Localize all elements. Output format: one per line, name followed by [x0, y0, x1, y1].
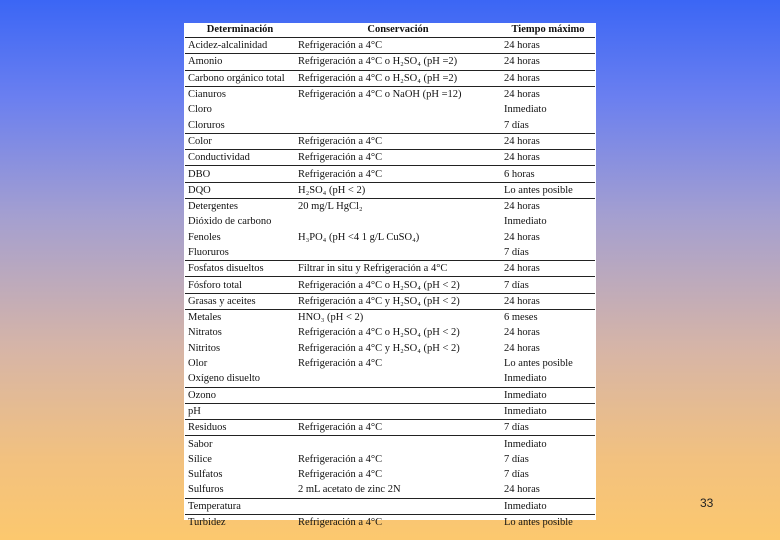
tiempo-cell: 7 días [504, 469, 529, 481]
conservacion-cell [295, 245, 501, 261]
conservacion-cell: 20 mg/L HgCl₂ [298, 201, 363, 213]
table-row [185, 166, 595, 182]
conservacion-cell: Refrigeración a 4°C o H₂SO₄ (pH < 2) [295, 277, 501, 293]
determinacion-cell: Cloruros [185, 117, 295, 133]
table-body [185, 38, 595, 531]
conservacion-cell [295, 102, 501, 117]
determinacion-cell: Fluoruros [185, 245, 295, 261]
tiempo-cell: 6 horas [501, 166, 595, 182]
table-row [185, 371, 595, 387]
determinacion-cell: Fósforo total [185, 277, 295, 293]
header-conservacion: Conservación [295, 23, 501, 38]
conservacion-cell: Refrigeración a 4°C [295, 420, 501, 436]
conservacion-cell [295, 387, 501, 403]
determinacion-cell: Temperatura [185, 498, 295, 514]
table-row [185, 150, 595, 166]
determinacion-cell: Conductividad [185, 150, 295, 166]
table-header-row [185, 23, 595, 38]
header-determinacion: Determinación [185, 23, 295, 38]
determinacion-cell: pH [185, 403, 295, 419]
tiempo-cell: 24 horas [504, 342, 540, 354]
determinacion-cell: Fenoles [188, 231, 221, 243]
conservacion-cell: HNO₃ (pH < 2) [298, 312, 364, 324]
determinacion-cell: DQO [185, 182, 295, 198]
table-row [185, 277, 595, 293]
table-row [185, 467, 595, 482]
tiempo-cell: 7 días [501, 245, 595, 261]
table-row [185, 482, 595, 498]
determinacion-cell: Amonio [185, 54, 295, 70]
tiempo-cell: 7 días [501, 277, 595, 293]
tiempo-cell: 6 meses [504, 312, 538, 324]
determinacion-cell: Oxígeno disuelto [185, 371, 295, 387]
preservation-table [185, 23, 595, 530]
preservation-table-sheet [184, 23, 596, 529]
table-row [185, 214, 595, 229]
determinacion-cell: Turbidez [188, 517, 226, 529]
determinacion-cell: Acidez-alcalinidad [185, 38, 295, 54]
tiempo-cell: 24 horas [501, 38, 595, 54]
tiempo-cell: Lo antes posible [501, 182, 595, 198]
tiempo-cell: Inmediato [501, 371, 595, 387]
tiempo-cell: Inmediato [504, 216, 547, 228]
determinacion-cell: Nitratos [188, 327, 222, 339]
conservacion-cell [295, 214, 501, 229]
tiempo-cell: Lo antes posible [504, 358, 573, 370]
tiempo-cell: 7 días [501, 117, 595, 133]
tiempo-cell: 7 días [501, 420, 595, 436]
conservacion-cell: Refrigeración a 4°C [295, 150, 501, 166]
table-row [185, 86, 595, 102]
tiempo-cell: 7 días [504, 453, 529, 465]
tiempo-cell: 24 horas [501, 261, 595, 277]
table-row [185, 54, 595, 70]
determinacion-cell: Nitritos [188, 342, 221, 354]
table-row [185, 436, 595, 452]
conservacion-cell: H₃PO₄ (pH <4 1 g/L CuSO₄) [298, 231, 420, 243]
table-row [185, 387, 595, 403]
table-row [185, 341, 595, 356]
conservacion-cell [295, 436, 501, 452]
determinacion-cell: Carbono orgánico total [185, 70, 295, 86]
determinacion-cell: Dióxido de carbono [188, 216, 272, 228]
conservacion-cell: Refrigeración a 4°C [298, 517, 383, 529]
table-row [185, 38, 595, 54]
conservacion-cell: Refrigeración a 4°C [298, 453, 383, 465]
conservacion-cell: Refrigeración a 4°C [295, 38, 501, 54]
tiempo-cell: 24 horas [501, 54, 595, 70]
determinacion-cell: Sabor [188, 438, 213, 450]
determinacion-cell: Ozono [185, 387, 295, 403]
table-row [185, 403, 595, 419]
conservacion-cell: Refrigeración a 4°C o H₂SO₄ (pH =2) [295, 70, 501, 86]
determinacion-cell: Fosfatos disueltos [185, 261, 295, 277]
table-row [185, 498, 595, 514]
tiempo-cell: Inmediato [504, 104, 547, 116]
determinacion-cell: Detergentes [188, 201, 238, 213]
conservacion-cell: 2 mL acetato de zinc 2N [295, 482, 501, 498]
conservacion-cell: Refrigeración a 4°C [298, 358, 383, 370]
conservacion-cell: Refrigeración a 4°C y H₂SO₄ (pH < 2) [298, 342, 460, 354]
tiempo-cell: 24 horas [501, 293, 595, 309]
table-row [185, 420, 595, 436]
determinacion-cell: Cloro [188, 104, 212, 116]
header-tiempo-maximo: Tiempo máximo [501, 23, 595, 38]
tiempo-cell: 24 horas [501, 150, 595, 166]
tiempo-cell: 24 horas [501, 133, 595, 149]
determinacion-cell: Cianuros [188, 89, 226, 101]
determinacion-cell: Metales [188, 312, 222, 324]
table-row [185, 261, 595, 277]
conservacion-cell [295, 117, 501, 133]
table-row [185, 514, 595, 530]
tiempo-cell: 24 horas [501, 482, 595, 498]
tiempo-cell: 24 horas [504, 89, 540, 101]
table-row [185, 198, 595, 214]
determinacion-cell: Residuos [185, 420, 295, 436]
tiempo-cell: Inmediato [504, 438, 547, 450]
conservacion-cell [295, 371, 501, 387]
table-row [185, 70, 595, 86]
table-row [185, 182, 595, 198]
table-row [185, 245, 595, 261]
tiempo-cell: 24 horas [504, 327, 540, 339]
determinacion-cell: Sulfatos [188, 469, 223, 481]
determinacion-cell: Olor [188, 358, 208, 370]
table-row [185, 230, 595, 245]
conservacion-cell: Refrigeración a 4°C [295, 133, 501, 149]
table-row [185, 102, 595, 117]
conservacion-cell [295, 498, 501, 514]
conservacion-cell: Refrigeración a 4°C [295, 166, 501, 182]
table-row [185, 293, 595, 309]
tiempo-cell: 24 horas [504, 231, 540, 243]
determinacion-cell: DBO [185, 166, 295, 182]
tiempo-cell: Lo antes posible [504, 517, 573, 529]
tiempo-cell: Inmediato [501, 387, 595, 403]
table-row [185, 133, 595, 149]
conservacion-cell: Filtrar in situ y Refrigeración a 4°C [295, 261, 501, 277]
tiempo-cell: Inmediato [501, 403, 595, 419]
conservacion-cell: Refrigeración a 4°C y H₂SO₄ (pH < 2) [295, 293, 501, 309]
table-row [185, 325, 595, 340]
determinacion-cell: Sulfuros [185, 482, 295, 498]
conservacion-cell: Refrigeración a 4°C [298, 469, 383, 481]
conservacion-cell: Refrigeración a 4°C o NaOH (pH =12) [298, 89, 462, 101]
determinacion-cell: Color [185, 133, 295, 149]
conservacion-cell: H₂SO₄ (pH < 2) [295, 182, 501, 198]
table-row [185, 356, 595, 371]
tiempo-cell: 24 horas [501, 70, 595, 86]
table-row [185, 310, 595, 326]
tiempo-cell: 24 horas [504, 201, 540, 213]
conservacion-cell: Refrigeración a 4°C o H₂SO₄ (pH < 2) [298, 327, 460, 339]
table-row [185, 117, 595, 133]
conservacion-cell [295, 403, 501, 419]
tiempo-cell: Inmediato [501, 498, 595, 514]
determinacion-cell: Sílice [188, 453, 212, 465]
table-row [185, 452, 595, 467]
conservacion-cell: Refrigeración a 4°C o H₂SO₄ (pH =2) [295, 54, 501, 70]
slide-number: 33 [700, 496, 714, 510]
determinacion-cell: Grasas y aceites [185, 293, 295, 309]
